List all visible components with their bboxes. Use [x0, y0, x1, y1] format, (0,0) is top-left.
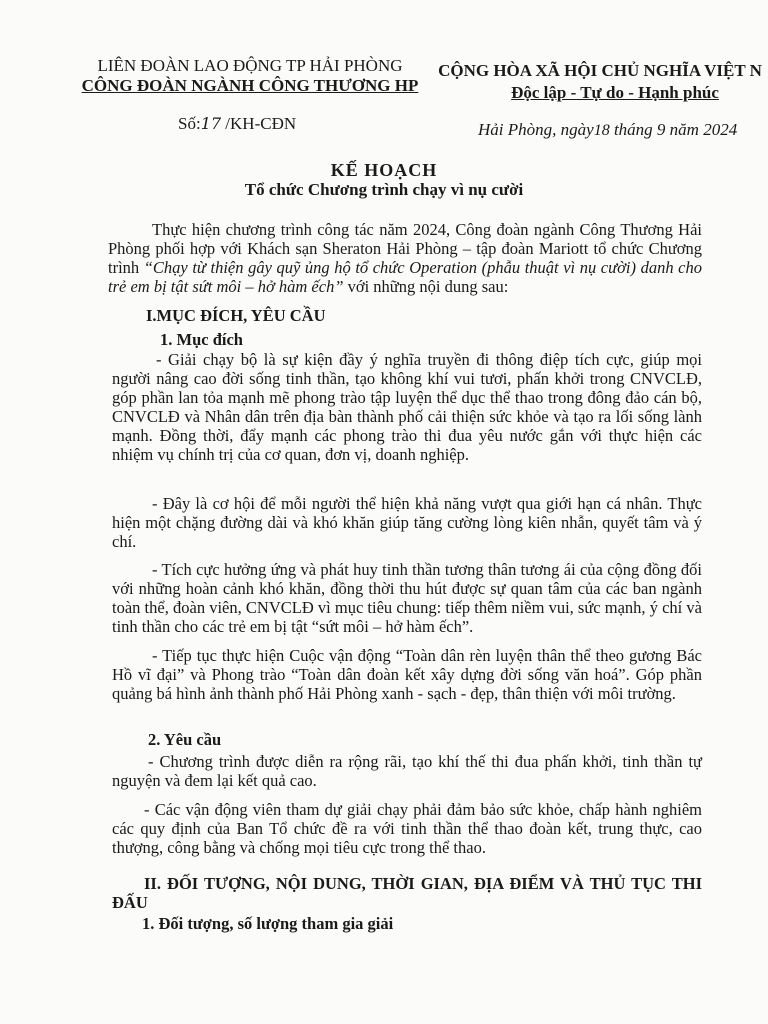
nation-title: CỘNG HÒA XÃ HỘI CHỦ NGHĨA VIỆT N [438, 61, 762, 80]
doc-number-handwritten: 17 [200, 114, 222, 133]
date-suffix: tháng 9 năm 2024 [613, 120, 738, 139]
document-number [178, 114, 296, 134]
purpose-paragraph-1: - Giải chạy bộ là sự kiện đầy ý nghĩa truyền đi thông điệp tích cực, giúp mọi người nâng cao đời sống tinh thần, tạo không khí vui tươi, phấn khởi trong CNVCLĐ, góp phần lan tỏa mạnh mẽ phong trào tập luyện thể dục thể thao trong đông đảo cán bộ, CNVCLĐ và Nhân dân trên địa bàn thành phố cải thiện sức khỏe và tạo ra lối sống lành mạnh. Đồng thời, đẩy mạnh các phong trào thi đua yêu nước gắn với thực hiện các nhiệm vụ chính trị của cơ quan, đơn vị, doanh nghiệp. [112, 350, 702, 464]
national-motto: Độc lập - Tự do - Hạnh phúc [511, 83, 719, 102]
doc-number-suffix: /KH-CĐN [225, 114, 297, 133]
intro-text-1: Thực hiện chương trình công tác năm 2024, Công đoàn ngành Công Thương Hải Phòng phối hợp với Khách sạn Sheraton Hải Phòng – tập đoàn Mariott tổ chức Chương trình [108, 220, 702, 277]
document-subtitle: Tổ chức Chương trình chạy vì nụ cười [244, 180, 524, 199]
issuing-organization: CÔNG ĐOÀN NGÀNH CÔNG THƯƠNG HP [81, 76, 419, 95]
organization-header [60, 56, 440, 96]
purpose-paragraph-2: - Đây là cơ hội để mỗi người thể hiện khả năng vượt qua giới hạn cá nhân. Thực hiện một chặng đường dài và khó khăn giúp tăng cường lòng kiên nhẫn, quyết tâm và ý chí. [112, 494, 702, 551]
intro-paragraph [108, 220, 702, 296]
document-title: KẾ HOẠCH [330, 160, 438, 180]
section-2-sub-participants: 1. Đối tượng, số lượng tham gia giải [142, 914, 394, 933]
date-handwritten: 18 [593, 122, 610, 139]
document-date [478, 120, 737, 140]
intro-program-name: “Chạy từ thiện gây quỹ ủng hộ tổ chức Operation (phẫu thuật vì nụ cười) danh cho trẻ em bị tật sứt môi – hở hàm ếch” [108, 258, 702, 296]
requirements-paragraph-1: - Chương trình được diễn ra rộng rãi, tạo khí thế thi đua phấn khởi, tinh thần tự nguyện và đem lại kết quả cao. [112, 752, 702, 790]
purpose-paragraph-3: - Tích cực hưởng ứng và phát huy tinh thần tương thân tương ái của cộng đồng đối với những hoàn cảnh khó khăn, đồng thời thu hút được sự quan tâm của các ban ngành toàn thể, đoàn viên, CNVCLĐ vì mục tiêu chung: tiếp thêm niềm vui, sức mạnh, ý chí và tinh thần cho các trẻ em bị tật “sứt môi – hở hàm ếch”. [112, 560, 702, 636]
intro-text-2: với những nội dung sau: [343, 277, 509, 296]
purpose-paragraph-4: - Tiếp tục thực hiện Cuộc vận động “Toàn dân rèn luyện thân thể theo gương Bác Hồ vĩ đại” và Phong trào “Toàn dân đoàn kết xây dựng đời sống văn hoá”. Góp phần quảng bá hình ảnh thành phố Hải Phòng xanh - sạch - đẹp, thân thiện với môi trường. [112, 646, 702, 703]
section-1-heading: I.MỤC ĐÍCH, YÊU CẦU [146, 306, 326, 325]
doc-number-prefix: Số: [178, 114, 201, 133]
requirements-paragraph-2: - Các vận động viên tham dự giải chạy phải đảm bảo sức khỏe, chấp hành nghiêm các quy định của Ban Tổ chức đề ra với tinh thần thể thao đoàn kết, trung thực, cao thượng, công bằng và chống mọi tiêu cực trong thể thao. [112, 800, 702, 857]
section-2-heading: II. ĐỐI TƯỢNG, NỘI DUNG, THỜI GIAN, ĐỊA ĐIỂM VÀ THỦ TỤC THI ĐẤU [112, 874, 702, 912]
section-1-sub-requirements: 2. Yêu cầu [148, 730, 222, 749]
national-header [420, 60, 768, 104]
parent-organization: LIÊN ĐOÀN LAO ĐỘNG TP HẢI PHÒNG [97, 56, 403, 75]
date-prefix: Hải Phòng, ngày [478, 120, 594, 139]
section-1-sub-purpose: 1. Mục đích [160, 330, 243, 349]
